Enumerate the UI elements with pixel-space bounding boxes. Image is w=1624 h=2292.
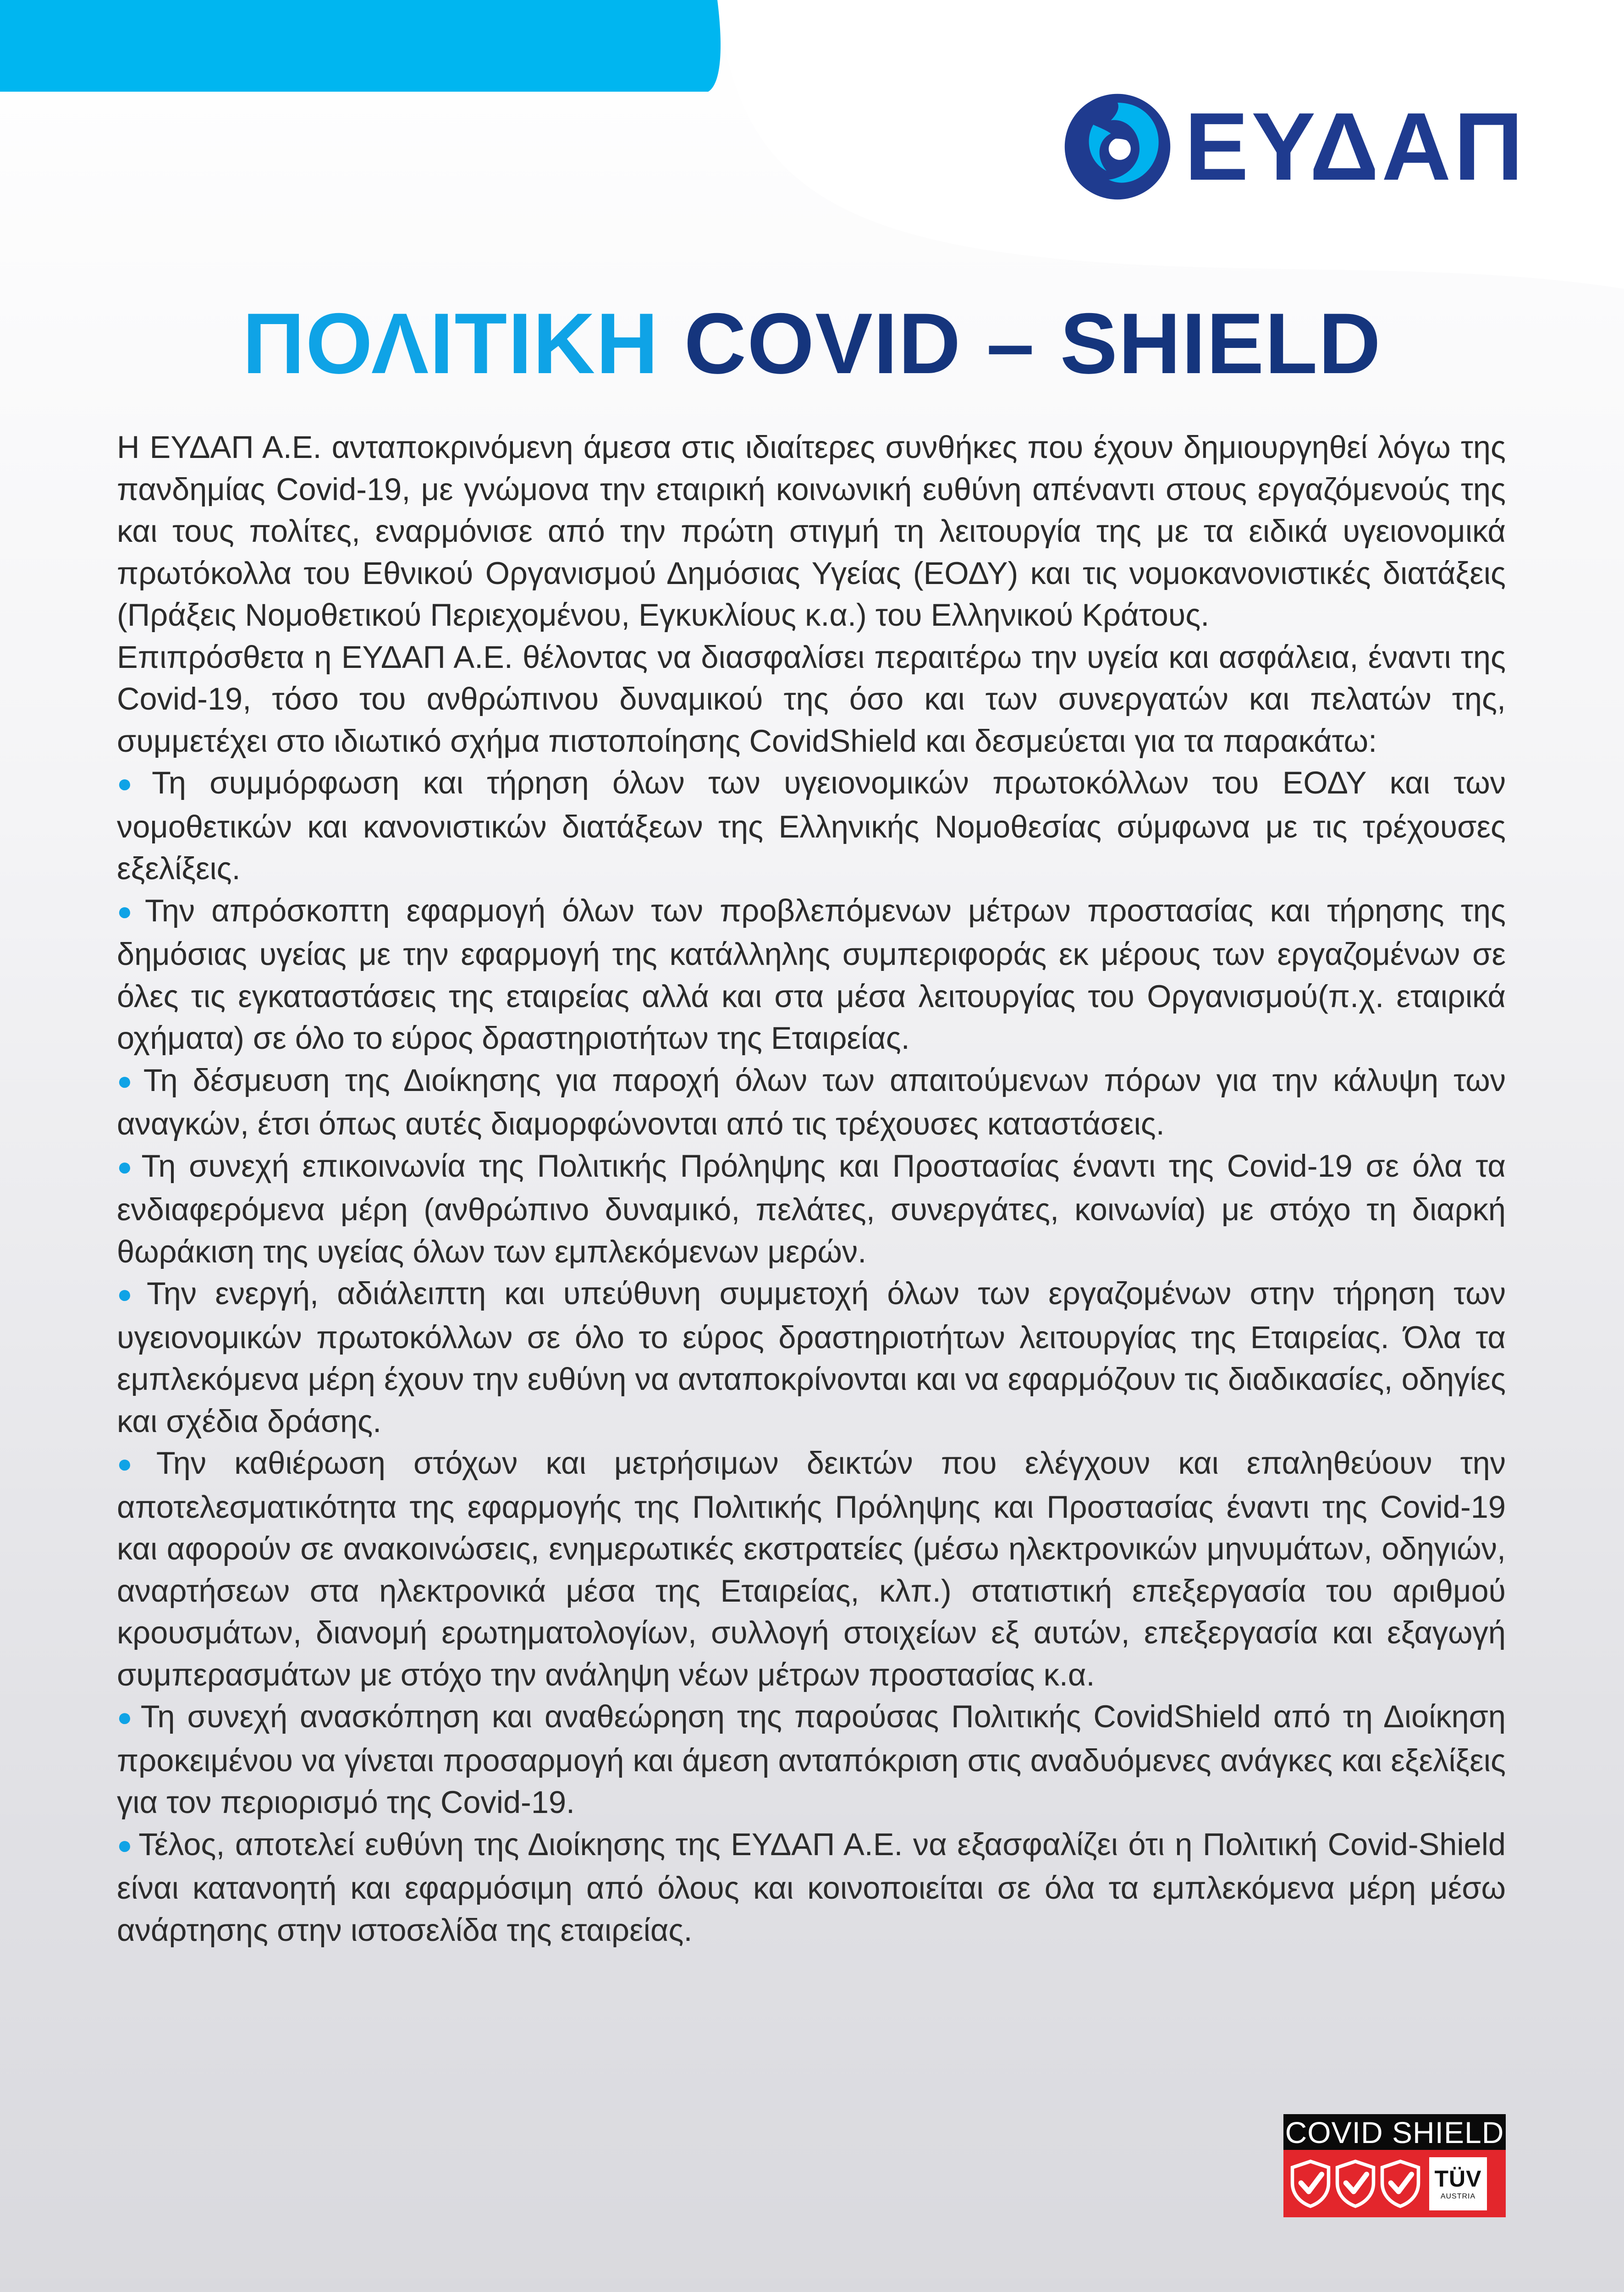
eydap-logo bbox=[1062, 92, 1526, 202]
bullet-text: Τη συνεχή ανασκόπηση και αναθεώρηση της παρούσας Πολιτικής CovidShield από τη Διοίκηση προκειμένου να γίνεται προσαρμογή και άμεση ανταπόκριση στις αναδυόμενες ανάγκες και εξελίξεις για τον περιορισμό της Covid-19. bbox=[117, 1699, 1506, 1820]
bullet-item bbox=[117, 1145, 1506, 1273]
bullet-icon: ● bbox=[117, 1279, 142, 1308]
intro-paragraph: Η ΕΥΔΑΠ Α.Ε. ανταποκρινόμενη άμεσα στις ιδιαίτερες συνθήκες που έχουν δημιουργηθεί λόγω της πανδημίας Covid-19, με γνώμονα την εταιρική κοινωνική ευθύνη απέναντι στους εργαζόμενούς της και τους πολίτες, εναρμόνισε από την πρώτη στιγμή τη λειτουργία της με τα ειδικά υγειονομικά πρωτόκολλα του Εθνικού Οργανισμού Δημόσιας Υγείας (ΕΟΔΥ) και τις νομοκανονιστικές διατάξεις (Πράξεις Νομοθετικού Περιεχομένου, Εγκυκλίους κ.α.) του Ελληνικού Κράτους. bbox=[117, 430, 1506, 633]
bullet-icon: ● bbox=[117, 1066, 139, 1095]
shield-check-icon bbox=[1379, 2159, 1422, 2209]
bullet-text: Την καθιέρωση στόχων και μετρήσιμων δεικτών που ελέγχουν και επαληθεύουν την αποτελεσματικότητα της εφαρμογής της Πολιτικής Πρόληψης και Προστασίας έναντι της Covid-19 και αφορούν σε ανακοινώσεις, ενημερωτικές εκστρατείες (μέσω ηλεκτρονικών μηνυμάτων, οδηγιών, αναρτήσεων στα ηλεκτρονικά μέσα της Εταιρείας, κλπ.) στατιστική επεξεργασία του αριθμού κρουσμάτων, διανομή ερωτηματολογίων, συλλογή στοιχείων εξ αυτών, επεξεργασία και εξαγωγή συμπερασμάτων με στόχο την ανάληψη νέων μέτρων προστασίας κ.α. bbox=[117, 1445, 1506, 1692]
shield-check-icon bbox=[1289, 2159, 1332, 2209]
bullet-item bbox=[117, 1824, 1506, 1951]
bullet-icon: ● bbox=[117, 769, 148, 798]
bullet-icon: ● bbox=[117, 1830, 134, 1859]
bullet-icon: ● bbox=[117, 896, 140, 926]
covid-shield-badge bbox=[1283, 2114, 1506, 2217]
bullet-item bbox=[117, 1273, 1506, 1442]
bullet-item bbox=[117, 1442, 1506, 1696]
bullet-icon: ● bbox=[117, 1449, 152, 1478]
shield-check-icon bbox=[1334, 2159, 1377, 2209]
title-part-1: ΠΟΛΙΤΙΚΗ bbox=[242, 295, 660, 391]
page-title bbox=[0, 295, 1624, 391]
logo-text: ΕΥΔΑΠ bbox=[1184, 93, 1526, 200]
bullet-icon: ● bbox=[117, 1152, 137, 1181]
bullet-text: Τη δέσμευση της Διοίκησης για παροχή όλων των απαιτούμενων πόρων για την κάλυψη των αναγκών, έτσι όπως αυτές διαμορφώνονται από τις τρέχουσες καταστάσεις. bbox=[117, 1062, 1506, 1141]
bullet-item bbox=[117, 1059, 1506, 1145]
bullet-text: Τέλος, αποτελεί ευθύνη της Διοίκησης της ΕΥΔΑΠ Α.Ε. να εξασφαλίζει ότι η Πολιτική Covid-Shield είναι κατανοητή και εφαρμόσιμη από όλους και κοινοποιείται σε όλα τα εμπλεκόμενα μέρη μέσω ανάρτησης στην ιστοσελίδα της εταιρείας. bbox=[117, 1826, 1506, 1948]
commitment-paragraph: Επιπρόσθετα η ΕΥΔΑΠ Α.Ε. θέλοντας να διασφαλίσει περαιτέρω την υγεία και ασφάλεια, έναντι της Covid-19, τόσο του ανθρώπινου δυναμικού της όσο και των συνεργατών και πελατών της, συμμετέχει στο ιδιωτικό σχήμα πιστοποίησης CovidShield και δεσμεύεται για τα παρακάτω: bbox=[117, 639, 1506, 759]
tuv-austria-logo bbox=[1429, 2157, 1487, 2210]
bullet-text: Τη συμμόρφωση και τήρηση όλων των υγειονομικών πρωτοκόλλων του ΕΟΔΥ και των νομοθετικών και κανονιστικών διατάξεων της Ελληνικής Νομοθεσίας σύμφωνα με τις τρέχουσες εξελίξεις. bbox=[117, 765, 1506, 886]
tuv-label: TÜV bbox=[1434, 2165, 1482, 2192]
tuv-sub-label: AUSTRIA bbox=[1440, 2192, 1476, 2200]
bullet-text: Την απρόσκοπτη εφαρμογή όλων των προβλεπόμενων μέτρων προστασίας και τήρησης της δημόσιας υγείας με την εφαρμογή της κατάλληλης συμπεριφοράς εκ μέρους των εργαζομένων σε όλες τις εγκαταστάσεις της εταιρείας αλλά και στα μέσα λειτουργίας του Οργανισμού(π.χ. εταιρικά οχήματα) σε όλο το εύρος δραστηριοτήτων της Εταιρείας. bbox=[117, 893, 1506, 1056]
title-part-2: COVID – SHIELD bbox=[684, 295, 1382, 391]
bullet-item bbox=[117, 890, 1506, 1059]
badge-label: COVID SHIELD bbox=[1283, 2114, 1506, 2150]
bullet-item bbox=[117, 762, 1506, 890]
policy-body bbox=[117, 426, 1506, 1951]
bullet-text: Την ενεργή, αδιάλειπτη και υπεύθυνη συμμετοχή όλων των εργαζομένων στην τήρηση των υγειονομικών πρωτοκόλλων σε όλο το εύρος δραστηριοτήτων λειτουργίας της Εταιρείας. Όλα τα εμπλεκόμενα μέρη έχουν την ευθύνη να ανταποκρίνονται και να εφαρμόζουν τις διαδικασίες, οδηγίες και σχέδια δράσης. bbox=[117, 1276, 1506, 1439]
badge-shields bbox=[1283, 2150, 1506, 2217]
swirl-water-icon bbox=[1062, 92, 1173, 202]
bullet-item bbox=[117, 1696, 1506, 1824]
bullet-icon: ● bbox=[117, 1702, 136, 1731]
bullet-text: Τη συνεχή επικοινωνία της Πολιτικής Πρόληψης και Προστασίας έναντι της Covid-19 σε όλα τα ενδιαφερόμενα μέρη (ανθρώπινο δυναμικό, πελάτες, συνεργάτες, κοινωνία) με στόχο τη διαρκή θωράκιση της υγείας όλων των εμπλεκόμενων μερών. bbox=[117, 1148, 1506, 1269]
